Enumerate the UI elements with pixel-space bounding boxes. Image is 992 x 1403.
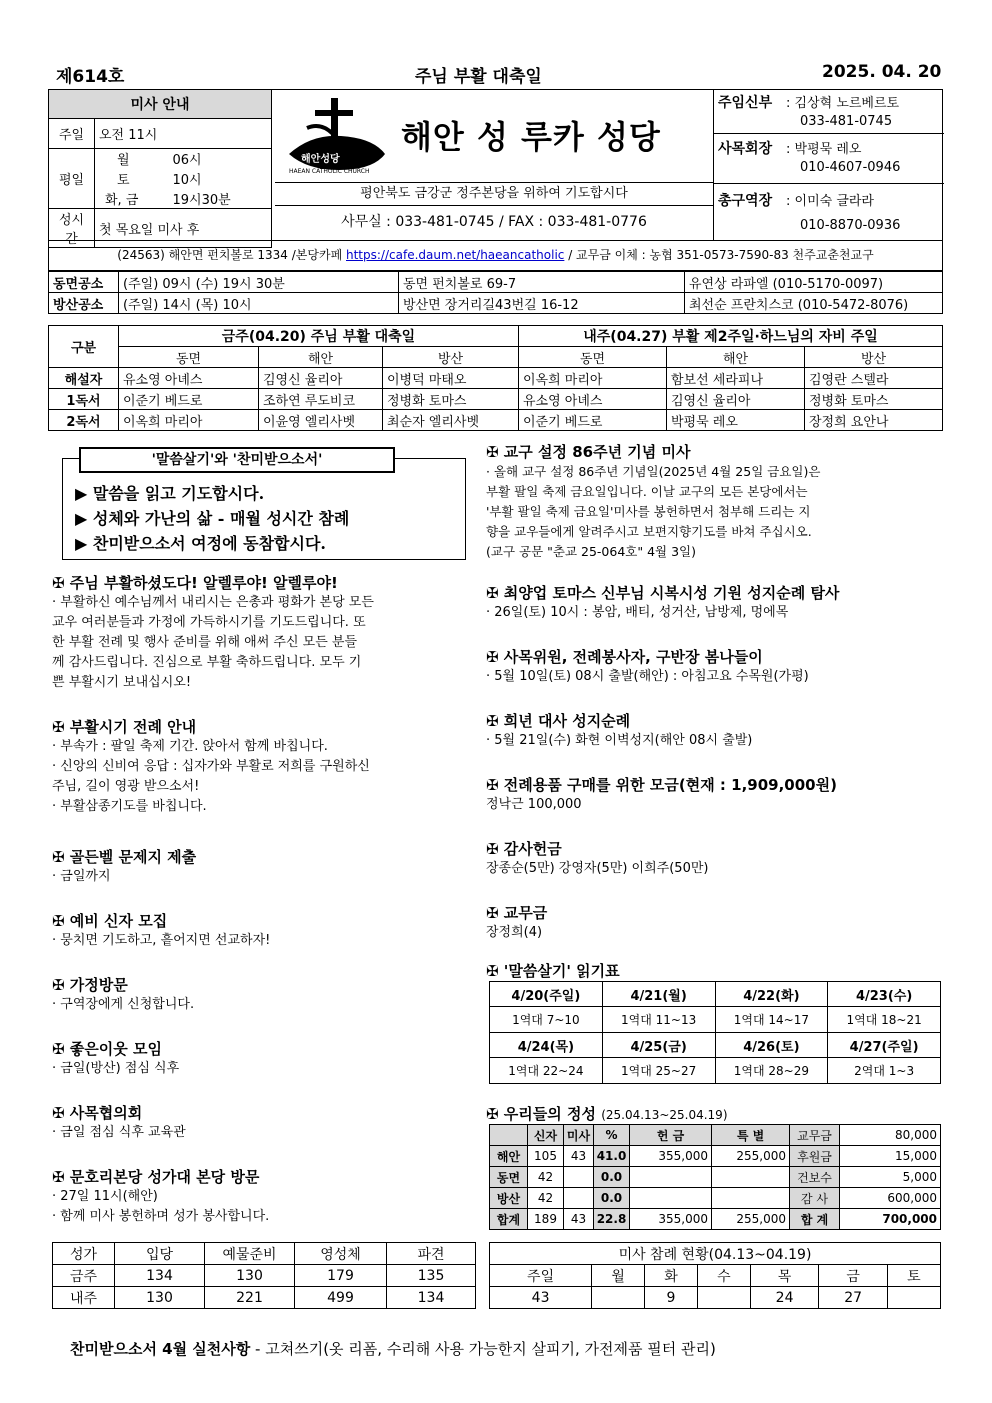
place-header: 방산 <box>805 347 943 368</box>
motto-line: ▶ 말씀을 읽고 기도합시다. <box>75 484 265 503</box>
offering-side-value: 600,000 <box>840 1188 941 1209</box>
staff-phone: 010-4607-0946 <box>800 160 901 175</box>
weekday-time: 06시 <box>168 149 271 169</box>
offering-header: 미사 <box>564 1125 594 1146</box>
notice-title: ✠ 최양업 토마스 신부님 시복시성 기원 성지순례 탐사 <box>486 584 840 602</box>
station-address: 방산면 장거리길43번길 16-12 <box>399 293 685 314</box>
staff-role: 총구역장 <box>718 193 773 209</box>
reading-date: 4/22(화) <box>715 982 828 1007</box>
station-address: 동면 펀치볼로 69-7 <box>399 272 685 293</box>
motto-title: '말씀살기'와 '찬미받으소서' <box>79 447 395 473</box>
notice-line: · 금일 점심 식후 교육관 <box>52 1125 186 1140</box>
notice-line: · 부속가 : 팔일 축제 기간. 앉아서 함께 바칩니다. <box>52 739 328 754</box>
church-logo-text: 해안성당 <box>301 154 340 165</box>
address-line <box>48 241 943 271</box>
reading-passage: 1역대 11~13 <box>602 1007 715 1033</box>
address-text: (24563) 해안면 펀치볼로 1334 /본당카페 <box>117 248 346 262</box>
footer-note <box>70 1338 716 1359</box>
role-name: 정병화 토마스 <box>383 389 519 410</box>
role-name: 이옥희 마리아 <box>519 368 667 389</box>
offering-header: 헌 금 <box>630 1125 712 1146</box>
staff-entry <box>714 90 944 134</box>
notice-title: ✠ 예비 신자 모집 <box>52 912 168 930</box>
issue-number: 제614호 <box>56 67 125 87</box>
roles-table <box>48 325 943 431</box>
offering-side-label: 교무금 <box>790 1125 840 1146</box>
notice-line: 장정희(4) <box>486 925 543 940</box>
reading-passage: 1역대 22~24 <box>490 1058 603 1084</box>
offering-row-label: 해안 <box>490 1146 528 1167</box>
attendance-count: 27 <box>819 1287 888 1309</box>
hymn-number: 221 <box>205 1287 295 1309</box>
attendance-day: 토 <box>887 1265 940 1287</box>
page-title: 주님 부활 대축일 <box>415 67 542 87</box>
station-time: (주일) 09시 (수) 19시 30분 <box>119 272 399 293</box>
offering-cell: 43 <box>564 1209 594 1230</box>
offering-side-value: 15,000 <box>840 1146 941 1167</box>
attendance-day: 수 <box>697 1265 750 1287</box>
mass-value: 오전 11시 <box>95 119 272 149</box>
staff-entry <box>714 134 944 184</box>
hymn-number: 179 <box>295 1265 387 1287</box>
staff-phone: 033-481-0745 <box>800 114 893 129</box>
notice-line: · 금일까지 <box>52 869 111 884</box>
role-label: 해설자 <box>49 368 119 389</box>
role-row <box>49 368 943 389</box>
offering-side-label: 감 사 <box>790 1188 840 1209</box>
attendance-day: 목 <box>750 1265 819 1287</box>
church-logo-icon <box>281 92 391 178</box>
role-label: 2독서 <box>49 410 119 431</box>
notice <box>52 1102 476 1166</box>
roles-corner: 구분 <box>49 326 119 368</box>
role-label: 1독서 <box>49 389 119 410</box>
notice <box>52 910 476 974</box>
offering-side-label: 후원금 <box>790 1146 840 1167</box>
staff-entry <box>714 184 944 240</box>
notice-line: 쁜 부활시기 보내십시오! <box>52 675 192 690</box>
hymn-row-label: 내주 <box>53 1287 115 1309</box>
prayer-line: 평안북도 금강군 정주본당을 위하여 기도합시다 <box>275 182 713 206</box>
role-name: 김영란 스텔라 <box>805 368 943 389</box>
offering-cell: 255,000 <box>712 1209 790 1230</box>
notice-title: ✠ 문호리본당 성가대 본당 방문 <box>52 1168 260 1186</box>
reading-date: 4/25(금) <box>602 1033 715 1058</box>
reading-passage: 1역대 7~10 <box>490 1007 603 1033</box>
notice-line: 정낙근 100,000 <box>486 797 582 812</box>
notice-line: · 26일(토) 10시 : 봉암, 배티, 성거산, 남방제, 멍에목 <box>486 605 789 620</box>
role-name: 김영신 율리아 <box>259 368 383 389</box>
reading-date: 4/27(주일) <box>828 1033 941 1058</box>
offering-cell: 189 <box>528 1209 564 1230</box>
role-name: 정병화 토마스 <box>805 389 943 410</box>
notice-line: 향을 교우들에게 알려주시고 보편지향기도를 바쳐 주십시오. <box>486 524 812 539</box>
notice-title: ✠ 감사헌금 <box>486 840 562 858</box>
reading-table <box>489 981 941 1084</box>
hymn-number: 130 <box>115 1287 205 1309</box>
attendance-count: 9 <box>645 1287 698 1309</box>
role-name: 조하연 루도비코 <box>259 389 383 410</box>
notice-line: · 부활하신 예수님께서 내리시는 은총과 평화가 본당 모든 <box>52 595 374 610</box>
mass-label: 주일 <box>49 119 95 149</box>
notice <box>52 1038 476 1102</box>
notice-line: · 부활삼종기도를 바칩니다. <box>52 799 207 814</box>
reading-passage: 1역대 28~29 <box>715 1058 828 1084</box>
reading-date: 4/24(목) <box>490 1033 603 1058</box>
hymn-row-label: 금주 <box>53 1265 115 1287</box>
hymn-number: 499 <box>295 1287 387 1309</box>
offering-cell: 105 <box>528 1146 564 1167</box>
role-name: 유소영 아녜스 <box>119 368 259 389</box>
next-week-heading: 내주(04.27) 부활 제2주일·하느님의 자비 주일 <box>519 326 943 347</box>
mass-value: 첫 목요일 미사 후 <box>95 209 272 248</box>
reading-passage: 1역대 14~17 <box>715 1007 828 1033</box>
mass-table <box>48 89 272 248</box>
hymn-header: 영성체 <box>295 1243 387 1265</box>
notice-line: · 27일 11시(해안) <box>52 1189 158 1204</box>
notice-line: 교우 여러분들과 가정에 가득하시기를 기도드립니다. 또 <box>52 615 366 630</box>
notice-line: · 5월 10일(토) 08시 출발(해안) : 아침고요 수목원(가평) <box>486 669 809 684</box>
offering-table <box>489 1124 941 1230</box>
offering-cell: 0.0 <box>594 1188 630 1209</box>
offering-row-label: 합계 <box>490 1209 528 1230</box>
reading-title: ✠ '말씀살기' 읽기표 <box>486 962 620 980</box>
motto-box <box>62 452 466 560</box>
role-name: 이준기 베드로 <box>519 410 667 431</box>
notice-line: · 5월 21일(수) 화현 이벽성지(해안 08시 출발) <box>486 733 753 748</box>
offering-cell: 255,000 <box>712 1146 790 1167</box>
reading-date: 4/21(월) <box>602 982 715 1007</box>
notice-title: ✠ 골든벨 문제지 제출 <box>52 848 197 866</box>
left-notices <box>52 572 476 1232</box>
role-name: 이준기 베드로 <box>119 389 259 410</box>
notice-line: · 금일(방산) 점심 식후 <box>52 1061 180 1076</box>
offering-side-value: 80,000 <box>840 1125 941 1146</box>
notice-title: ✠ 좋은이웃 모임 <box>52 1040 162 1058</box>
offering-period: (25.04.13~25.04.19) <box>601 1108 728 1122</box>
hymn-header: 성가 <box>53 1243 115 1265</box>
offering-header: 특 별 <box>712 1125 790 1146</box>
attendance-title: 미사 참례 현황(04.13~04.19) <box>490 1243 941 1265</box>
notice <box>486 774 938 838</box>
notice <box>52 572 476 716</box>
attendance-count <box>592 1287 645 1309</box>
role-name: 함보선 세라피나 <box>667 368 805 389</box>
notice-line: '부활 팔일 축제 금요일'미사를 봉헌하면서 첨부해 드리는 지 <box>486 504 811 519</box>
attendance-table <box>489 1242 941 1309</box>
offering-side-label: 건보수 <box>790 1167 840 1188</box>
notice <box>486 710 938 774</box>
notice-line: · 올해 교구 설정 86주년 기념일(2025년 4월 25일 금요일)은 <box>486 464 821 479</box>
notice-line: · 함께 미사 봉헌하며 성가 봉사합니다. <box>52 1209 270 1224</box>
attendance-count: 43 <box>490 1287 592 1309</box>
staff-role: 주임신부 <box>718 95 773 111</box>
offering-header: % <box>594 1125 630 1146</box>
hymn-number: 134 <box>387 1287 476 1309</box>
notice <box>486 902 938 960</box>
reading-passage: 1역대 25~27 <box>602 1058 715 1084</box>
reading-passage: 1역대 18~21 <box>828 1007 941 1033</box>
station-time: (주일) 14시 (목) 10시 <box>119 293 399 314</box>
attendance-day: 주일 <box>490 1265 592 1287</box>
place-header: 해안 <box>259 347 383 368</box>
weekday-time: 10시 <box>168 169 271 189</box>
reading-date: 4/20(주일) <box>490 982 603 1007</box>
offering-cell: 43 <box>564 1146 594 1167</box>
weekday-time: 19시30분 <box>168 189 271 209</box>
notice-line: · 뭉치면 기도하고, 흩어지면 선교하자! <box>52 933 271 948</box>
notice-line: 주님, 길이 영광 받으소서! <box>52 779 200 794</box>
place-header: 방산 <box>383 347 519 368</box>
notice-line: 한 부활 전례 및 행사 준비를 위해 애써 주신 모든 분들 <box>52 635 358 650</box>
offering-cell <box>630 1188 712 1209</box>
attendance-day: 월 <box>592 1265 645 1287</box>
offering-cell <box>564 1188 594 1209</box>
stations-table <box>48 271 943 314</box>
offering-cell <box>564 1167 594 1188</box>
notice <box>52 716 476 846</box>
place-header: 동면 <box>119 347 259 368</box>
hymn-header: 파견 <box>387 1243 476 1265</box>
offering-cell: 42 <box>528 1167 564 1188</box>
staff-name: : 박평묵 레오 <box>786 142 862 157</box>
motto-line: ▶ 성체와 가난의 삶 - 매월 성시간 참례 <box>75 509 350 528</box>
offering-side-value: 5,000 <box>840 1167 941 1188</box>
notice <box>486 838 938 902</box>
offering-cell: 0.0 <box>594 1167 630 1188</box>
reading-date: 4/23(수) <box>828 982 941 1007</box>
staff-phone: 010-8870-0936 <box>800 218 901 233</box>
staff-panel <box>713 90 943 240</box>
notice-title: ✠ 희년 대사 성지순례 <box>486 712 631 730</box>
offering-row-label: 동면 <box>490 1167 528 1188</box>
notice-line: 부활 팔일 축제 금요일입니다. 이날 교구의 모든 본당에서는 <box>486 484 808 499</box>
staff-role: 사목회장 <box>718 141 773 157</box>
place-header: 동면 <box>519 347 667 368</box>
mass-label: 평일 <box>49 149 95 209</box>
reading-date: 4/26(토) <box>715 1033 828 1058</box>
offering-cell: 22.8 <box>594 1209 630 1230</box>
role-name: 최순자 엘리사벳 <box>383 410 519 431</box>
offering-cell: 42 <box>528 1188 564 1209</box>
notice-line: · 구역장에게 신청합니다. <box>52 997 195 1012</box>
staff-name: : 김상혁 노르베르토 <box>786 96 900 111</box>
notice-title: ✠ 가정방문 <box>52 976 128 994</box>
hymn-header: 예물준비 <box>205 1243 295 1265</box>
station-contact: 유연상 라파엘 (010-5170-0097) <box>685 272 943 293</box>
issue-date: 2025. 04. 20 <box>822 62 942 82</box>
church-name: 해안 성 루카 성당 <box>401 118 661 156</box>
notice-title: ✠ 교무금 <box>486 904 548 922</box>
offering-side-value: 700,000 <box>840 1209 941 1230</box>
notice <box>486 441 938 582</box>
attendance-count <box>697 1287 750 1309</box>
offering-header <box>490 1125 528 1146</box>
station-name: 동면공소 <box>49 272 119 293</box>
offering-header: 신자 <box>528 1125 564 1146</box>
footer-text: - 고쳐쓰기(옷 리폼, 수리해 사용 가능한지 살피기, 가전제품 필터 관리) <box>250 1340 716 1358</box>
role-row <box>49 410 943 431</box>
mass-heading: 미사 안내 <box>49 90 272 119</box>
church-banner <box>275 90 713 182</box>
cafe-link[interactable]: https://cafe.daum.net/haeancatholic <box>346 248 565 262</box>
this-week-heading: 금주(04.20) 주님 부활 대축일 <box>119 326 519 347</box>
attendance-count <box>887 1287 940 1309</box>
offering-cell: 355,000 <box>630 1146 712 1167</box>
staff-name: : 이미숙 글라라 <box>786 194 874 209</box>
notice <box>52 846 476 910</box>
account-text: / 교무금 이체 : 농협 351-0573-7590-83 천주교춘천교구 <box>564 248 874 262</box>
weekday: 화, 금 <box>95 189 169 209</box>
offering-side-label: 합 계 <box>790 1209 840 1230</box>
role-name: 이옥희 마리아 <box>119 410 259 431</box>
motto-line: ▶ 찬미받으소서 여정에 동참합시다. <box>75 534 326 553</box>
right-notices <box>486 441 938 981</box>
notice <box>486 646 938 710</box>
notice-title: ✠ 전례용품 구매를 위한 모금(현재 : 1,909,000원) <box>486 776 837 794</box>
attendance-count: 24 <box>750 1287 819 1309</box>
role-row <box>49 389 943 410</box>
offering-cell: 41.0 <box>594 1146 630 1167</box>
offering-cell <box>712 1188 790 1209</box>
offering-cell <box>630 1167 712 1188</box>
footer-heading: 찬미받으소서 4월 실천사항 <box>70 1340 251 1358</box>
notice-line: · 신앙의 신비여 응답 : 십자가와 부활로 저희를 구원하신 <box>52 759 370 774</box>
notice <box>52 1166 476 1232</box>
role-name: 유소영 아녜스 <box>519 389 667 410</box>
offering-title: ✠ 우리들의 정성 (25.04.13~25.04.19) <box>486 1105 728 1123</box>
hymn-header: 입당 <box>115 1243 205 1265</box>
hymn-number: 135 <box>387 1265 476 1287</box>
notice-line: 장종순(5만) 강영자(5만) 이희주(50만) <box>486 861 709 876</box>
role-name: 장정희 요안나 <box>805 410 943 431</box>
station-name: 방산공소 <box>49 293 119 314</box>
reading-passage: 2역대 1~3 <box>828 1058 941 1084</box>
offering-row-label: 방산 <box>490 1188 528 1209</box>
role-name: 박평묵 레오 <box>667 410 805 431</box>
place-header: 해안 <box>667 347 805 368</box>
weekday: 월 <box>95 149 169 169</box>
hymn-table <box>52 1242 476 1309</box>
notice-line: (교구 공문 "춘교 25-064호" 4월 3일) <box>486 544 696 559</box>
motto-lines <box>75 481 349 556</box>
church-logo-sub: HAEAN CATHOLIC CHURCH <box>289 168 370 175</box>
station-contact: 최선순 프란치스코 (010-5472-8076) <box>685 293 943 314</box>
weekday: 토 <box>95 169 169 189</box>
offering-cell: 355,000 <box>630 1209 712 1230</box>
attendance-day: 화 <box>645 1265 698 1287</box>
notice-line: 께 감사드립니다. 진심으로 부활 축하드립니다. 모두 기 <box>52 655 362 670</box>
info-block <box>48 89 943 247</box>
office-phone: 사무실 : 033-481-0745 / FAX : 033-481-0776 <box>341 214 647 230</box>
notice <box>486 582 938 646</box>
notice-title: ✠ 주님 부활하셨도다! 알렐루야! 알렐루야! <box>52 574 338 592</box>
notice-title: ✠ 사목위원, 전례봉사자, 구반장 봄나들이 <box>486 648 763 666</box>
attendance-day: 금 <box>819 1265 888 1287</box>
role-name: 이병덕 마태오 <box>383 368 519 389</box>
hymn-number: 134 <box>115 1265 205 1287</box>
role-name: 김영신 율리아 <box>667 389 805 410</box>
mass-label: 성시간 <box>49 209 95 248</box>
offering-cell <box>712 1167 790 1188</box>
notice-title: ✠ 부활시기 전례 안내 <box>52 718 197 736</box>
notice-title: ✠ 사목협의회 <box>52 1104 143 1122</box>
notice-title: ✠ 교구 설정 86주년 기념 미사 <box>486 443 691 461</box>
role-name: 이윤영 엘리사벳 <box>259 410 383 431</box>
hymn-number: 130 <box>205 1265 295 1287</box>
notice <box>52 974 476 1038</box>
